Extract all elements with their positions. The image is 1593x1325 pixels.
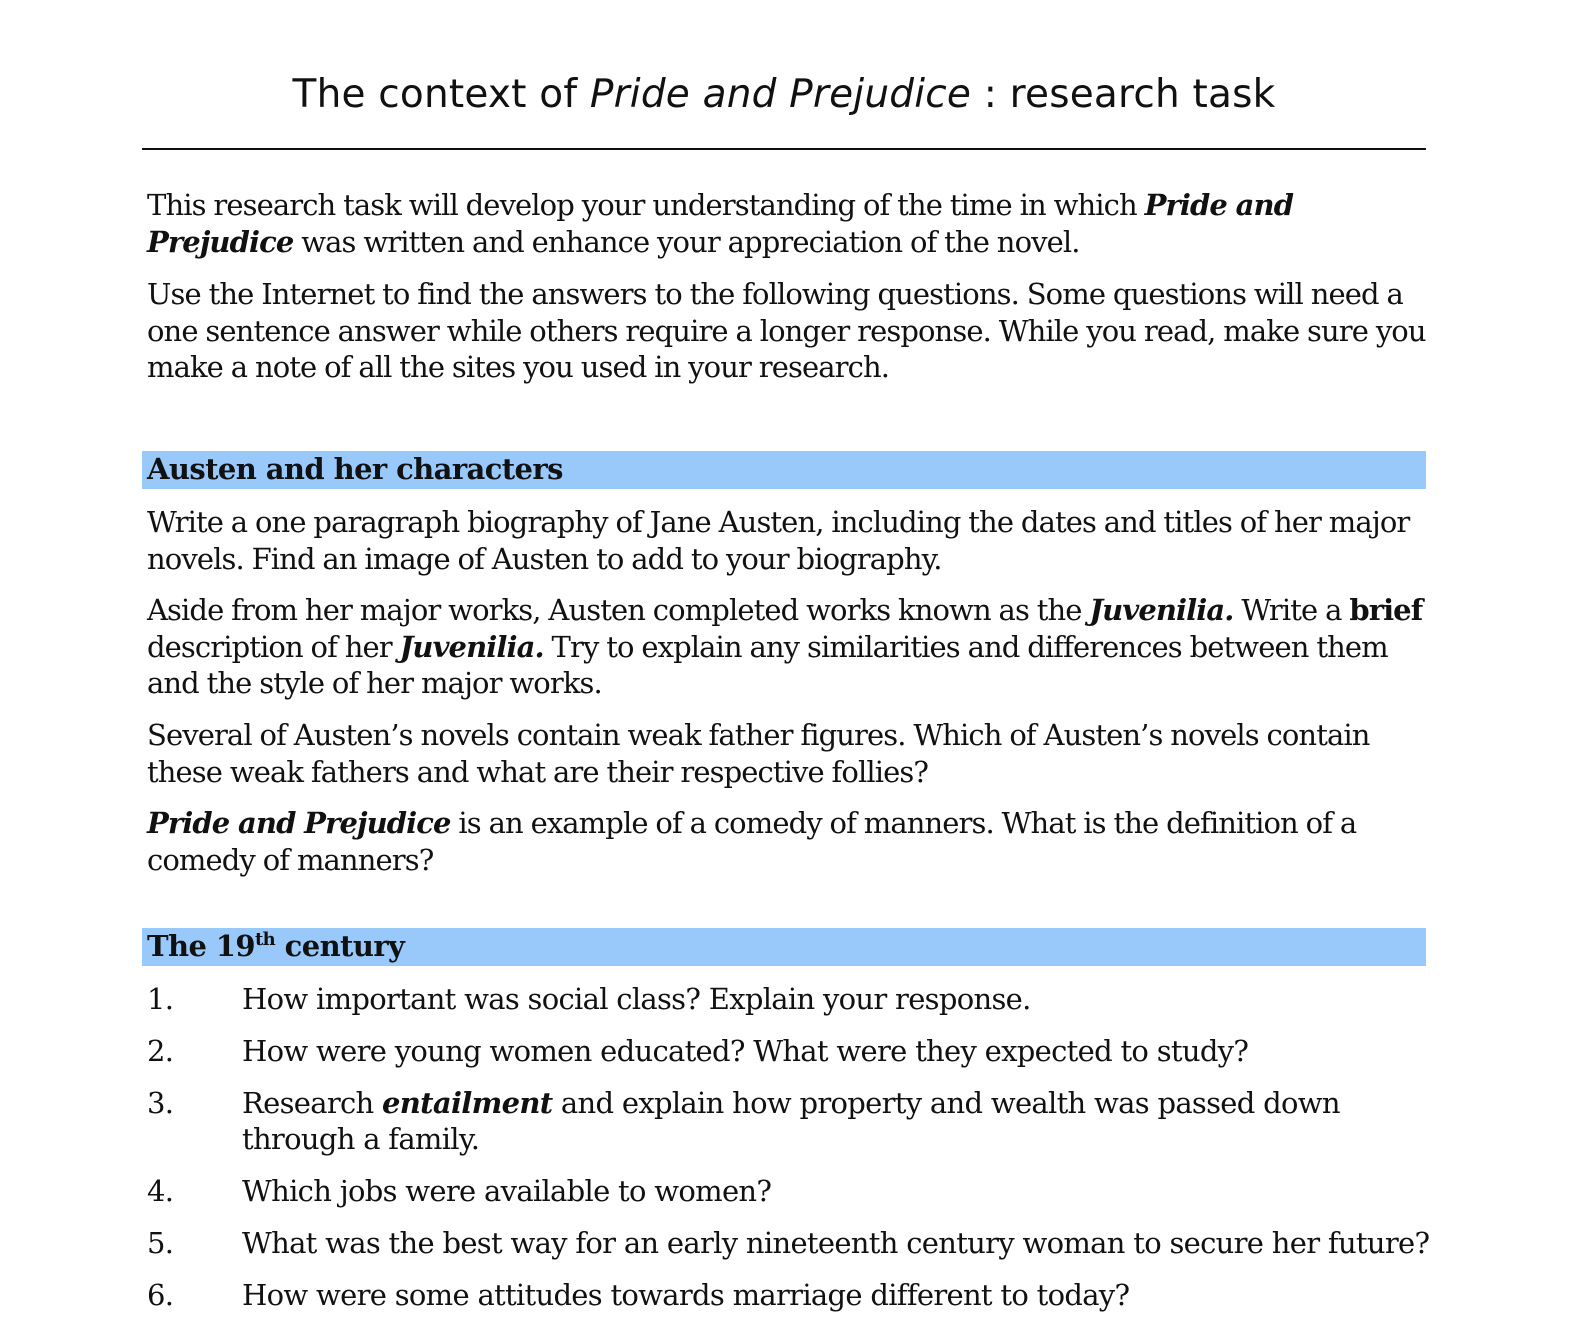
title-suffix: : research task bbox=[971, 72, 1276, 117]
list-item-text: How were some attitudes towards marriage different to today? bbox=[242, 1278, 1130, 1312]
list-item-number: 2. bbox=[147, 1034, 174, 1068]
intro-paragraph-2: Use the Internet to find the answers to the following questions. Some questions will need a one sentence answer while others require a longer response. While you read, make sure you make a note of all the sites you used in your research. bbox=[147, 277, 1426, 384]
section1-paragraph-1: Write a one paragraph biography of Jane Austen, including the dates and titles of her major novels. Find an image of Austen to add to your biography. bbox=[147, 505, 1410, 576]
title-novel-name: Pride and Prejudice bbox=[589, 72, 972, 117]
title-divider bbox=[142, 148, 1426, 150]
list-item-number: 6. bbox=[147, 1278, 174, 1312]
intro-paragraph-1 bbox=[147, 187, 1432, 260]
s1p2-text-1: Aside from her major works, Austen completed works known as the bbox=[147, 593, 1090, 627]
section-heading-bar-century bbox=[142, 928, 1426, 966]
section-heading-century bbox=[147, 927, 404, 965]
intro-p1-novel: Pride and Prejudice bbox=[147, 188, 1294, 259]
s1p4-text: is an example of a comedy of manners. What is the definition of a comedy of manners? bbox=[147, 806, 1357, 877]
list-item-number: 1. bbox=[147, 982, 174, 1016]
list-item-text bbox=[242, 1085, 1432, 1157]
century-heading-suffix: century bbox=[275, 929, 405, 963]
section1-paragraph-3: Several of Austen’s novels contain weak father figures. Which of Austen’s novels contain these weak fathers and what are their respective follies? bbox=[147, 718, 1370, 789]
page-title bbox=[0, 72, 1568, 117]
list-item-text: Which jobs were available to women? bbox=[242, 1174, 772, 1208]
s1p4-novel: Pride and Prejudice bbox=[147, 806, 451, 840]
section1-paragraph-4 bbox=[147, 805, 1432, 878]
title-prefix: The context of bbox=[292, 72, 590, 117]
s1p2-juvenilia-1: Juvenilia. bbox=[1089, 593, 1234, 627]
century-heading-sup: th bbox=[254, 929, 276, 950]
q3-entailment: entailment bbox=[382, 1086, 553, 1120]
q3-text-2: and explain how property and wealth was passed down through a family. bbox=[242, 1086, 1340, 1156]
q3-text-1: Research bbox=[242, 1086, 383, 1120]
list-item-number: 3. bbox=[147, 1086, 174, 1120]
s1p2-text-3: description of her bbox=[147, 629, 400, 664]
s1p2-text-4: Try to explain any similarities and differences between them and the style of her major works. bbox=[147, 629, 1388, 700]
s1p2-juvenilia-2: Juvenilia. bbox=[399, 629, 544, 664]
section-heading-bar-austen bbox=[142, 451, 1426, 489]
century-heading-prefix: The 19 bbox=[147, 929, 255, 963]
list-item-text: What was the best way for an early nineteenth century woman to secure her future? bbox=[242, 1226, 1430, 1260]
list-item-text: How were young women educated? What were they expected to study? bbox=[242, 1034, 1249, 1068]
intro-p1-text: This research task will develop your understanding of the time in which bbox=[147, 188, 1145, 222]
section1-paragraph-2 bbox=[147, 592, 1432, 702]
section-heading-austen: Austen and her characters bbox=[147, 452, 563, 486]
s1p2-text-2: Write a bbox=[1233, 593, 1350, 627]
list-item-number: 5. bbox=[147, 1226, 174, 1260]
s1p2-brief: brief bbox=[1349, 593, 1423, 627]
list-item-text: How important was social class? Explain your response. bbox=[242, 982, 1031, 1016]
list-item-number: 4. bbox=[147, 1174, 174, 1208]
intro-p1-text-end: was written and enhance your appreciation of the novel. bbox=[293, 224, 1080, 259]
